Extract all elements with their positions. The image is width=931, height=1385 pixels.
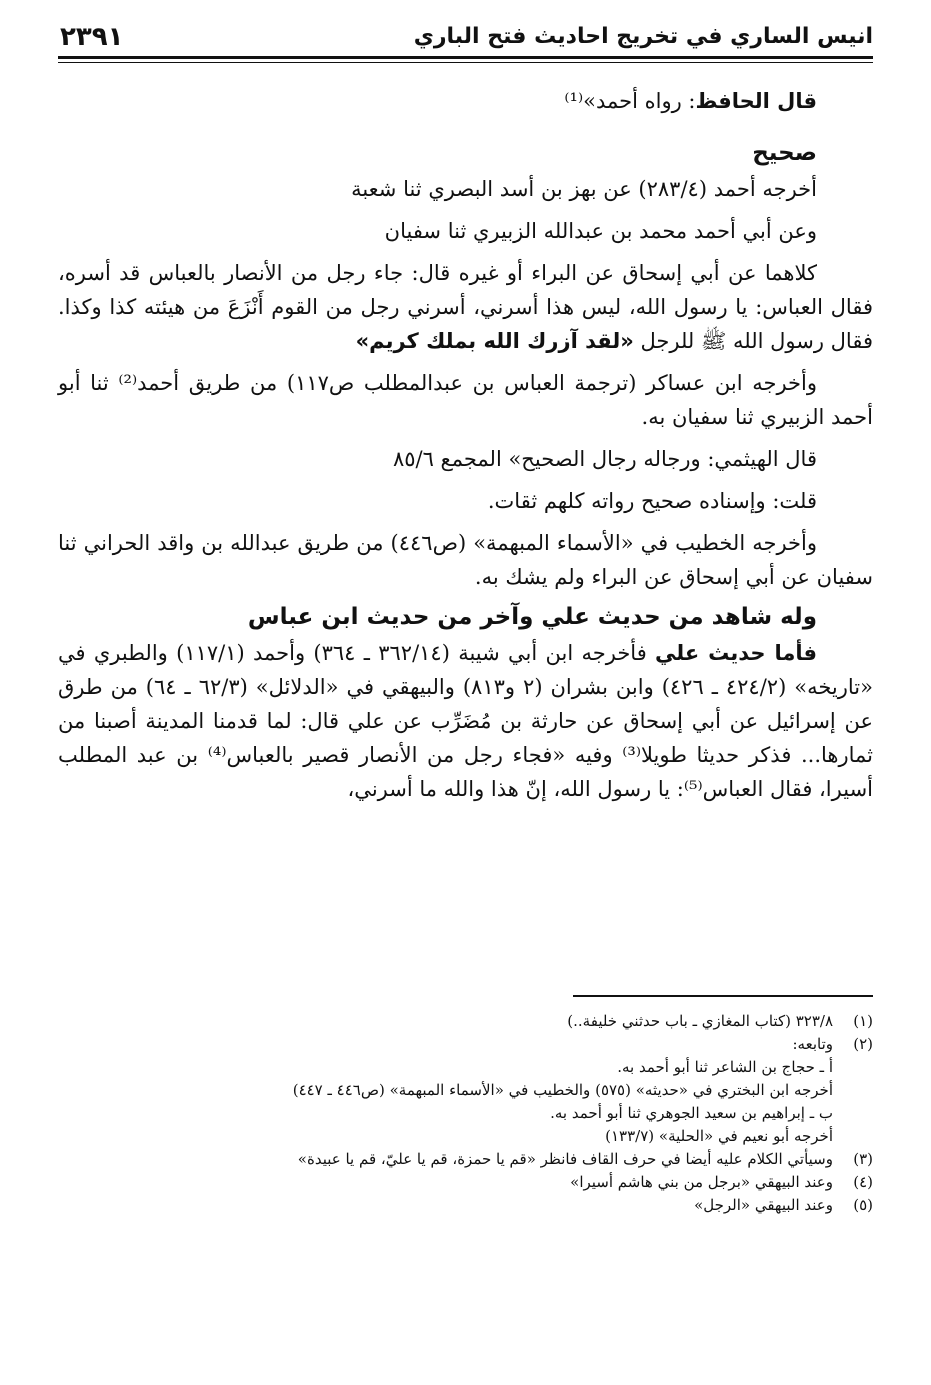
- footnote-2: [58, 1033, 873, 1056]
- footnote-text: وعند البيهقي «الرجل»: [694, 1196, 833, 1214]
- footnote-text: ٣٢٣/٨ (كتاب المغازي ـ باب حدثني خليفة..): [567, 1012, 833, 1030]
- footnote-5: [58, 1194, 873, 1217]
- ali-hadith-label: فأما حديث علي: [655, 641, 817, 665]
- footnote-number: (١): [853, 1012, 873, 1030]
- author-verdict: قلت: وإسناده صحيح رواته كلهم ثقات.: [487, 489, 817, 513]
- footnotes: [58, 1010, 873, 1217]
- footnote-3: [58, 1148, 873, 1171]
- hadith-narration: كلاهما عن أبي إسحاق عن البراء أو غيره قال: جاء رجل من الأنصار بالعباس قد أسره، فقال العباس: يا رسول الله، ليس هذا أسرني، أسرني رجل من القوم أَنْزَعَ من هيئته كذا وكذا. فقال رسول الله ﷺ للرجل: [58, 261, 873, 353]
- footnote-number: (٣): [853, 1150, 873, 1168]
- prophet-saying: «لقد آزرك الله بملك كريم»: [355, 329, 634, 353]
- hadith-text: [58, 256, 873, 358]
- footnote-1: [58, 1010, 873, 1033]
- main-text: [58, 70, 873, 814]
- footnote-2-line-a-source: أخرجه ابن البختري في «حديثه» (٥٧٥) والخطيب في «الأسماء المبهمة» (ص٤٤٦ ـ ٤٤٧): [292, 1081, 833, 1099]
- ali-hadith: [58, 636, 873, 806]
- page-number: ٢٣٩١: [60, 22, 124, 52]
- haythami-quote: قال الهيثمي: ورجاله رجال الصحيح» المجمع ٨٥/٦: [392, 447, 817, 471]
- footnote-text: وعند البيهقي «برجل من بني هاشم أسيرا»: [570, 1173, 833, 1191]
- takhrij-ahmad: أخرجه أحمد (٢٨٣/٤) عن بهز بن أسد البصري ثنا شعبة: [351, 177, 817, 201]
- running-header: [60, 14, 873, 58]
- ali-hadith-text: فأخرجه ابن أبي شيبة (٣٦٢/١٤ ـ ٣٦٤) وأحمد (١١٧/١) والطبري في «تاريخه» (٤٢٤/٢ ـ ٤٢٦) وابن بشران (٢ و٨١٣) والبيهقي في «الدلائل» (٦٢/٣ ـ ٦٤) من طرق عن إسرائيل عن أبي إسحاق عن حارثة بن مُضَرِّب عن علي قال: لما قدمنا المدينة أصبنا من ثمارها... فذكر حديثا طويلا⁽³⁾ وفيه «فجاء رجل من الأنصار قصير بالعباس⁽⁴⁾ بن عبد المطلب أسيرا، فقال العباس⁽⁵⁾: يا رسول الله، إنّ هذا والله ما أسرني،: [58, 641, 873, 801]
- footnote-number: (٢): [853, 1035, 873, 1053]
- footnote-number: (٥): [853, 1196, 873, 1214]
- footnote-number: (٤): [853, 1173, 873, 1191]
- hafiz-label: قال الحافظ: [695, 89, 817, 113]
- takhrij-khatib: وأخرجه الخطيب في «الأسماء المبهمة» (ص٤٤٦) من طريق عبدالله بن واقد الحراني ثنا سفيان عن أبي إسحاق عن البراء ولم يشك به.: [58, 531, 873, 589]
- grade-heading: صحيح: [752, 140, 817, 166]
- header-rule-thin: [58, 62, 873, 63]
- footnote-rule: [573, 995, 873, 997]
- takhrij-zubayri: وعن أبي أحمد محمد بن عبدالله الزبيري ثنا سفيان: [384, 219, 817, 243]
- hafiz-quote: [58, 84, 873, 118]
- footnote-2-line-a: أ ـ حجاج بن الشاعر ثنا أبو أحمد به.: [617, 1058, 833, 1076]
- footnote-text: وتابعه:: [792, 1035, 833, 1053]
- footnote-2-line-b-source: أخرجه أبو نعيم في «الحلية» (١٣٣/٧): [605, 1127, 833, 1145]
- hafiz-text: : رواه أحمد»⁽¹⁾: [564, 89, 696, 113]
- header-title: انيس الساري في تخريج احاديث فتح الباري: [413, 24, 873, 49]
- header-rule-thick: [58, 56, 873, 59]
- footnote-4: [58, 1171, 873, 1194]
- footnote-text: وسيأتي الكلام عليه أيضا في حرف القاف فانظر «قم يا حمزة، قم يا عليّ، قم يا عبيدة»: [297, 1150, 833, 1168]
- shahid-heading: وله شاهد من حديث علي وآخر من حديث ابن عباس: [247, 604, 817, 630]
- takhrij-ibn-asakir: وأخرجه ابن عساكر (ترجمة العباس بن عبدالمطلب ص١١٧) من طريق أحمد⁽²⁾ ثنا أبو أحمد الزبيري ثنا سفيان به.: [58, 371, 873, 429]
- footnote-2-line-b: ب ـ إبراهيم بن سعيد الجوهري ثنا أبو أحمد به.: [550, 1104, 833, 1122]
